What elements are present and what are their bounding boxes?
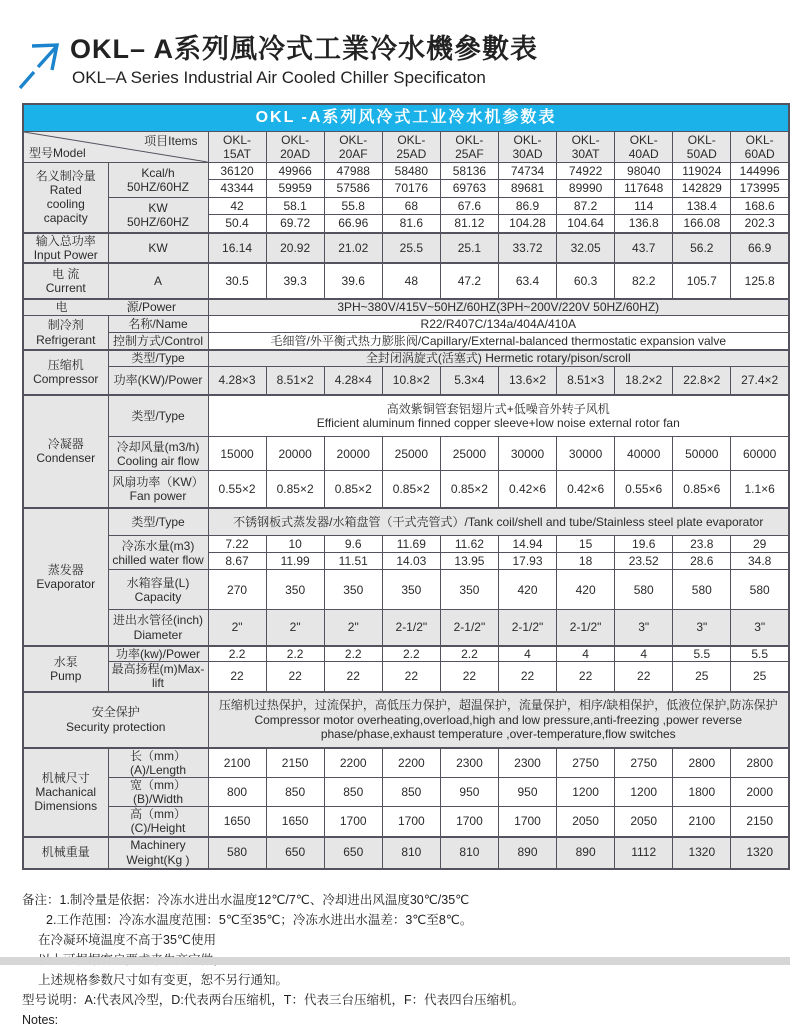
value-cell: 43344	[208, 180, 266, 198]
value-cell: 1800	[673, 777, 731, 806]
value-cell: 59959	[266, 180, 324, 198]
item-label-cell: 类型/Type	[108, 395, 208, 437]
value-cell: 4.28×4	[324, 367, 382, 395]
value-cell: 89990	[557, 180, 615, 198]
value-cell: 23.8	[673, 536, 731, 553]
value-cell: 47988	[324, 163, 382, 180]
value-cell: 850	[324, 777, 382, 806]
value-cell: 1700	[382, 807, 440, 837]
value-cell: 1650	[208, 807, 266, 837]
value-cell: 800	[208, 777, 266, 806]
value-cell: 2-1/2"	[382, 610, 440, 646]
value-cell: 20.92	[266, 233, 324, 263]
value-cell: 34.8	[731, 553, 789, 570]
note-line: Notes:	[22, 1012, 59, 1027]
value-cell: 42	[208, 198, 266, 215]
value-cell: 104.28	[498, 215, 556, 233]
value-cell: 2800	[731, 748, 789, 778]
group-label-cell: 电 流 Current	[23, 263, 108, 299]
value-cell: 25000	[440, 437, 498, 471]
value-cell: 2"	[208, 610, 266, 646]
value-cell: 81.6	[382, 215, 440, 233]
value-cell: 74734	[498, 163, 556, 180]
value-cell: 8.67	[208, 553, 266, 570]
value-cell: 2150	[731, 807, 789, 837]
value-cell: 10.8×2	[382, 367, 440, 395]
value-cell: 1650	[266, 807, 324, 837]
span-value-cell: 全封闭涡旋式(活塞式) Hermetic rotary/pison/scroll	[208, 350, 789, 367]
value-cell: 23.52	[615, 553, 673, 570]
value-cell: 0.85×2	[440, 471, 498, 508]
table-row	[23, 807, 789, 837]
value-cell: 4	[498, 646, 556, 662]
model-header-cell: OKL- 30AT	[557, 132, 615, 163]
model-header-cell: OKL- 20AD	[266, 132, 324, 163]
value-cell: 39.3	[266, 263, 324, 299]
value-cell: 68	[382, 198, 440, 215]
value-cell: 850	[382, 777, 440, 806]
value-cell: 22	[440, 662, 498, 692]
value-cell: 1320	[673, 837, 731, 869]
value-cell: 1112	[615, 837, 673, 869]
value-cell: 25.5	[382, 233, 440, 263]
value-cell: 104.64	[557, 215, 615, 233]
value-cell: 0.85×2	[382, 471, 440, 508]
value-cell: 580	[731, 570, 789, 610]
value-cell: 56.2	[673, 233, 731, 263]
value-cell: 2000	[731, 777, 789, 806]
model-header-cell: OKL- 50AD	[673, 132, 731, 163]
value-cell: 1.1×6	[731, 471, 789, 508]
value-cell: 39.6	[324, 263, 382, 299]
model-label: 型号Model	[29, 145, 86, 160]
value-cell: 2750	[557, 748, 615, 778]
span-value-cell: 高效紫铜管套铝翅片式+低噪音外转子风机 Efficient aluminum finned copper sleeve+low noise external rotor fan	[208, 395, 789, 437]
model-header-row	[23, 132, 789, 163]
value-cell: 70176	[382, 180, 440, 198]
table-row	[23, 395, 789, 437]
span-value-cell: 不锈钢板式蒸发器/水箱盘管（干式壳管式）/Tank coil/shell and tube/Stainless steel plate evaporator	[208, 508, 789, 536]
value-cell: 5.5	[673, 646, 731, 662]
value-cell: 25	[673, 662, 731, 692]
value-cell: 0.42×6	[557, 471, 615, 508]
table-row	[23, 316, 789, 333]
value-cell: 420	[557, 570, 615, 610]
value-cell: 82.2	[615, 263, 673, 299]
value-cell: 2-1/2"	[440, 610, 498, 646]
value-cell: 2100	[208, 748, 266, 778]
value-cell: 1700	[324, 807, 382, 837]
group-label-cell: 压缩机 Compressor	[23, 350, 108, 395]
value-cell: 105.7	[673, 263, 731, 299]
value-cell: 2-1/2"	[557, 610, 615, 646]
table-row	[23, 198, 789, 215]
value-cell: 2100	[673, 807, 731, 837]
table-row	[23, 646, 789, 662]
value-cell: 0.55×2	[208, 471, 266, 508]
value-cell: 144996	[731, 163, 789, 180]
value-cell: 15000	[208, 437, 266, 471]
value-cell: 30000	[498, 437, 556, 471]
value-cell: 69763	[440, 180, 498, 198]
table-row	[23, 610, 789, 646]
group-label-cell: 冷凝器 Condenser	[23, 395, 108, 508]
table-row	[23, 350, 789, 367]
value-cell: 22	[208, 662, 266, 692]
value-cell: 2.2	[266, 646, 324, 662]
items-label: 项目Items	[144, 134, 198, 148]
value-cell: 11.99	[266, 553, 324, 570]
value-cell: 11.69	[382, 536, 440, 553]
value-cell: 9.6	[324, 536, 382, 553]
group-label-cell: 名义制冷量 Rated cooling capacity	[23, 163, 108, 233]
value-cell: 22	[382, 662, 440, 692]
item-label-cell: 进出水管径(inch) Diameter	[108, 610, 208, 646]
value-cell: 3"	[673, 610, 731, 646]
value-cell: 119024	[673, 163, 731, 180]
value-cell: 580	[673, 570, 731, 610]
value-cell: 27.4×2	[731, 367, 789, 395]
model-header-cell: OKL- 25AF	[440, 132, 498, 163]
value-cell: 580	[615, 570, 673, 610]
item-label-cell: 最高扬程(m)Max-lift	[108, 662, 208, 692]
value-cell: 2300	[498, 748, 556, 778]
value-cell: 2750	[615, 748, 673, 778]
value-cell: 25.1	[440, 233, 498, 263]
table-row	[23, 367, 789, 395]
table-row	[23, 508, 789, 536]
value-cell: 2.2	[208, 646, 266, 662]
item-label-cell: 冷冻水量(m3) chilled water flow	[108, 536, 208, 570]
item-label-cell: 类型/Type	[108, 508, 208, 536]
table-row	[23, 163, 789, 180]
value-cell: 14.03	[382, 553, 440, 570]
value-cell: 5.5	[731, 646, 789, 662]
value-cell: 1700	[498, 807, 556, 837]
value-cell: 22	[324, 662, 382, 692]
value-cell: 57586	[324, 180, 382, 198]
span-value-cell: 3PH~380V/415V~50HZ/60HZ(3PH~200V/220V 50HZ/60HZ)	[208, 299, 789, 316]
value-cell: 11.62	[440, 536, 498, 553]
value-cell: 4.28×3	[208, 367, 266, 395]
value-cell: 890	[557, 837, 615, 869]
item-label-cell: 名称/Name	[108, 316, 208, 333]
value-cell: 10	[266, 536, 324, 553]
table-row	[23, 299, 789, 316]
value-cell: 350	[440, 570, 498, 610]
value-cell: 17.93	[498, 553, 556, 570]
table-row	[23, 777, 789, 806]
bottom-bar	[0, 957, 790, 965]
value-cell: 40000	[615, 437, 673, 471]
value-cell: 136.8	[615, 215, 673, 233]
value-cell: 22	[498, 662, 556, 692]
spec-table	[22, 103, 790, 870]
item-label-cell: 高（mm）(C)/Height	[108, 807, 208, 837]
value-cell: 580	[208, 837, 266, 869]
value-cell: 142829	[673, 180, 731, 198]
page-header	[16, 34, 790, 90]
value-cell: 22.8×2	[673, 367, 731, 395]
value-cell: 350	[382, 570, 440, 610]
item-label-cell: 类型/Type	[108, 350, 208, 367]
value-cell: 0.85×2	[324, 471, 382, 508]
table-row	[23, 233, 789, 263]
value-cell: 202.3	[731, 215, 789, 233]
value-cell: 114	[615, 198, 673, 215]
value-cell: 2050	[615, 807, 673, 837]
value-cell: 2050	[557, 807, 615, 837]
value-cell: 22	[615, 662, 673, 692]
span-value-cell: 压缩机过热保护，过流保护，高低压力保护，超温保护，流量保护，相序/缺相保护，低液位保护,防冻保护 Compressor motor overheating,overload,high and low pressure,anti-freezing ,power reverse phase/phase,exhaust temperature ,over-temperature,flow switches	[208, 692, 789, 748]
value-cell: 2800	[673, 748, 731, 778]
table-row	[23, 662, 789, 692]
group-label-cell: 水泵 Pump	[23, 646, 108, 692]
value-cell: 2"	[266, 610, 324, 646]
value-cell: 50.4	[208, 215, 266, 233]
value-cell: 2"	[324, 610, 382, 646]
value-cell: 89681	[498, 180, 556, 198]
value-cell: 16.14	[208, 233, 266, 263]
item-label-cell: 控制方式/Control	[108, 333, 208, 350]
span-value-cell: 毛细管/外平衡式热力膨胀阀/Capillary/External-balanced thermostatic expansion valve	[208, 333, 789, 350]
value-cell: 350	[266, 570, 324, 610]
note-line: 2.工作范围：冷冻水温度范围：5℃至35℃；冷冻水进出水温差：3℃至8℃。	[46, 912, 473, 927]
value-cell: 20000	[266, 437, 324, 471]
item-label-cell: A	[108, 263, 208, 299]
value-cell: 48	[382, 263, 440, 299]
value-cell: 2.2	[440, 646, 498, 662]
value-cell: 3"	[615, 610, 673, 646]
group-label-cell: 安全保护 Security protection	[23, 692, 208, 748]
catalog-page	[0, 34, 790, 1027]
value-cell: 0.85×6	[673, 471, 731, 508]
value-cell: 850	[266, 777, 324, 806]
value-cell: 1200	[557, 777, 615, 806]
table-title: OKL -A系列风冷式工业冷水机参数表	[23, 104, 789, 132]
group-label-cell: 输入总功率 Input Power	[23, 233, 108, 263]
item-label-cell: KW	[108, 233, 208, 263]
value-cell: 950	[498, 777, 556, 806]
item-label-cell: KW 50HZ/60HZ	[108, 198, 208, 233]
value-cell: 21.02	[324, 233, 382, 263]
value-cell: 2.2	[382, 646, 440, 662]
value-cell: 166.08	[673, 215, 731, 233]
value-cell: 350	[324, 570, 382, 610]
table-row	[23, 692, 789, 748]
item-label-cell: Machinery Weight(Kg )	[108, 837, 208, 869]
value-cell: 55.8	[324, 198, 382, 215]
model-header-cell: OKL- 30AD	[498, 132, 556, 163]
arrow-logo-icon	[16, 38, 62, 90]
group-label-cell: 机械重量	[23, 837, 108, 869]
value-cell: 2.2	[324, 646, 382, 662]
model-header-cell: OKL- 15AT	[208, 132, 266, 163]
value-cell: 117648	[615, 180, 673, 198]
value-cell: 49966	[266, 163, 324, 180]
value-cell: 60000	[731, 437, 789, 471]
model-header-cell: OKL- 25AD	[382, 132, 440, 163]
value-cell: 67.6	[440, 198, 498, 215]
table-title-row	[23, 104, 789, 132]
value-cell: 1200	[615, 777, 673, 806]
value-cell: 66.9	[731, 233, 789, 263]
item-label-cell: 风扇功率（KW） Fan power	[108, 471, 208, 508]
item-label-cell: 功率(kw)/Power	[108, 646, 208, 662]
value-cell: 11.51	[324, 553, 382, 570]
model-header-cell: OKL- 60AD	[731, 132, 789, 163]
value-cell: 7.22	[208, 536, 266, 553]
value-cell: 25	[731, 662, 789, 692]
value-cell: 60.3	[557, 263, 615, 299]
value-cell: 2200	[324, 748, 382, 778]
value-cell: 125.8	[731, 263, 789, 299]
table-row	[23, 333, 789, 350]
value-cell: 66.96	[324, 215, 382, 233]
value-cell: 15	[557, 536, 615, 553]
value-cell: 138.4	[673, 198, 731, 215]
item-label-cell: 宽（mm）(B)/Width	[108, 777, 208, 806]
header-titles	[70, 34, 538, 89]
page-title: OKL– A系列風冷式工業冷水機參數表	[70, 34, 539, 64]
item-label-cell: 长（mm）(A)/Length	[108, 748, 208, 778]
value-cell: 33.72	[498, 233, 556, 263]
table-row	[23, 437, 789, 471]
value-cell: 81.12	[440, 215, 498, 233]
model-items-corner-cell	[23, 132, 208, 163]
value-cell: 4	[557, 646, 615, 662]
value-cell: 420	[498, 570, 556, 610]
group-label-cell: 机械尺寸 Machanical Dimensions	[23, 748, 108, 837]
note-line: 备注：1.制冷量是依据：冷冻水进出水温度12℃/7℃、冷却进出风温度30℃/35℃	[22, 892, 470, 907]
value-cell: 4	[615, 646, 673, 662]
model-header-cell: OKL- 20AF	[324, 132, 382, 163]
value-cell: 2200	[382, 748, 440, 778]
value-cell: 650	[324, 837, 382, 869]
note-line: 在冷凝环境温度不高于35℃使用	[38, 932, 216, 947]
item-label-cell: 冷却风量(m3/h) Cooling air flow	[108, 437, 208, 471]
table-row	[23, 748, 789, 778]
span-value-cell: R22/R407C/134a/404A/410A	[208, 316, 789, 333]
value-cell: 69.72	[266, 215, 324, 233]
value-cell: 810	[440, 837, 498, 869]
value-cell: 36120	[208, 163, 266, 180]
value-cell: 0.55×6	[615, 471, 673, 508]
value-cell: 1320	[731, 837, 789, 869]
page-subtitle: OKL–A Series Industrial Air Cooled Chiller Specificaton	[72, 68, 486, 88]
value-cell: 87.2	[557, 198, 615, 215]
value-cell: 2-1/2"	[498, 610, 556, 646]
item-label-cell: 水箱容量(L) Capacity	[108, 570, 208, 610]
value-cell: 63.4	[498, 263, 556, 299]
value-cell: 18	[557, 553, 615, 570]
value-cell: 74922	[557, 163, 615, 180]
value-cell: 1700	[440, 807, 498, 837]
note-line: 上述规格参数尺寸如有变更，恕不另行通知。	[38, 972, 289, 987]
value-cell: 32.05	[557, 233, 615, 263]
value-cell: 43.7	[615, 233, 673, 263]
value-cell: 30000	[557, 437, 615, 471]
value-cell: 950	[440, 777, 498, 806]
value-cell: 2300	[440, 748, 498, 778]
table-row	[23, 263, 789, 299]
value-cell: 22	[266, 662, 324, 692]
value-cell: 58136	[440, 163, 498, 180]
group-label-cell: 蒸发器 Evaporator	[23, 508, 108, 646]
value-cell: 2150	[266, 748, 324, 778]
value-cell: 14.94	[498, 536, 556, 553]
value-cell: 18.2×2	[615, 367, 673, 395]
note-line: 型号说明：A:代表风冷型，D:代表两台压缩机，T：代表三台压缩机，F：代表四台压缩机。	[22, 992, 525, 1007]
value-cell: 19.6	[615, 536, 673, 553]
table-row	[23, 471, 789, 508]
value-cell: 13.6×2	[498, 367, 556, 395]
spec-table-body	[23, 163, 789, 869]
item-label-cell: Kcal/h 50HZ/60HZ	[108, 163, 208, 198]
value-cell: 47.2	[440, 263, 498, 299]
value-cell: 168.6	[731, 198, 789, 215]
value-cell: 58480	[382, 163, 440, 180]
table-row	[23, 837, 789, 869]
value-cell: 8.51×3	[557, 367, 615, 395]
value-cell: 30.5	[208, 263, 266, 299]
value-cell: 98040	[615, 163, 673, 180]
value-cell: 13.95	[440, 553, 498, 570]
value-cell: 5.3×4	[440, 367, 498, 395]
value-cell: 29	[731, 536, 789, 553]
value-cell: 0.42×6	[498, 471, 556, 508]
value-cell: 25000	[382, 437, 440, 471]
table-row	[23, 536, 789, 553]
value-cell: 86.9	[498, 198, 556, 215]
value-cell: 20000	[324, 437, 382, 471]
value-cell: 173995	[731, 180, 789, 198]
model-header-cell: OKL- 40AD	[615, 132, 673, 163]
item-label-cell: 功率(KW)/Power	[108, 367, 208, 395]
value-cell: 0.85×2	[266, 471, 324, 508]
table-row	[23, 570, 789, 610]
value-cell: 810	[382, 837, 440, 869]
value-cell: 650	[266, 837, 324, 869]
value-cell: 22	[557, 662, 615, 692]
value-cell: 58.1	[266, 198, 324, 215]
value-cell: 8.51×2	[266, 367, 324, 395]
group-label-cell: 电 源/Power	[23, 299, 208, 316]
value-cell: 3"	[731, 610, 789, 646]
value-cell: 270	[208, 570, 266, 610]
group-label-cell: 制冷剂 Refrigerant	[23, 316, 108, 350]
value-cell: 890	[498, 837, 556, 869]
value-cell: 28.6	[673, 553, 731, 570]
value-cell: 50000	[673, 437, 731, 471]
